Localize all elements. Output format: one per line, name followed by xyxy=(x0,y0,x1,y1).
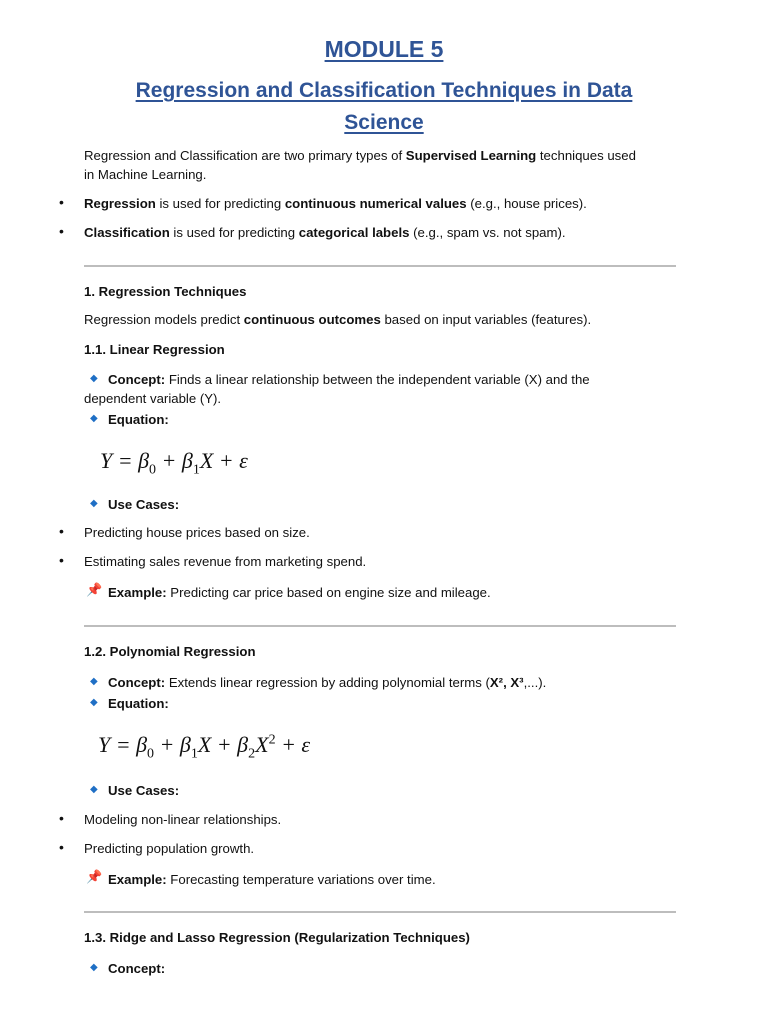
page-title-line1: Regression and Classification Techniques in Data xyxy=(135,79,633,102)
diamond-icon: ◆ xyxy=(90,373,98,384)
page-title-line2: Science xyxy=(344,111,424,134)
concept-text-end: ,...). xyxy=(523,675,547,690)
list-item: Predicting house prices based on size. xyxy=(84,525,310,540)
example-text: Predicting car price based on engine size and mileage. xyxy=(166,585,491,600)
section-desc xyxy=(84,310,591,329)
eq-sup: 2 xyxy=(268,732,276,748)
list-item-bold: continuous numerical values xyxy=(284,196,467,211)
list-item: Estimating sales revenue from marketing spend. xyxy=(84,554,367,569)
concept-line2: dependent variable (Y). xyxy=(84,391,222,406)
list-item-bold: Classification xyxy=(84,225,170,240)
subsection-heading-text: 1.3. Ridge and Lasso Regression (Regularization Techniques) xyxy=(84,930,470,945)
equation-label-text: Equation: xyxy=(108,696,169,711)
pushpin-icon: 📌 xyxy=(86,582,103,597)
page-title xyxy=(0,75,768,139)
concept-label: Concept: xyxy=(108,372,166,387)
example-line xyxy=(108,870,436,889)
subsection-heading xyxy=(84,642,256,661)
eq-sub: 0 xyxy=(149,462,157,478)
concept-text: Extends linear regression by adding polynomial terms ( xyxy=(165,675,490,690)
subsection-heading-text: 1.2. Polynomial Regression xyxy=(84,644,256,659)
equation-label-text: Equation: xyxy=(108,412,169,427)
concept-label xyxy=(108,959,165,978)
usecases-label xyxy=(108,781,179,800)
section-heading xyxy=(84,282,246,301)
bullet-icon xyxy=(59,523,64,539)
eq-part: + β xyxy=(156,448,193,473)
equation-label xyxy=(108,410,169,429)
section-heading-text: 1. Regression Techniques xyxy=(84,284,247,299)
diamond-icon: ◆ xyxy=(90,498,98,509)
desc-text-post: based on input variables (features). xyxy=(380,312,592,327)
bullet-icon xyxy=(59,194,64,210)
list-item-text: is used for predicting xyxy=(155,196,285,211)
eq-part: X + β xyxy=(197,732,249,757)
list-item xyxy=(84,194,587,213)
concept-line xyxy=(108,673,546,692)
concept-text: Finds a linear relationship between the independent variable (X) and the xyxy=(165,372,590,387)
example-line xyxy=(108,583,491,602)
intro-line2: in Machine Learning. xyxy=(84,167,207,182)
example-text: Forecasting temperature variations over time. xyxy=(166,872,436,887)
equation-polynomial xyxy=(98,732,310,762)
divider xyxy=(84,911,676,913)
concept-bold: X², X³ xyxy=(489,675,524,690)
example-label: Example: xyxy=(108,872,167,887)
eq-part: + β xyxy=(154,732,191,757)
diamond-icon: ◆ xyxy=(90,784,98,795)
bullet-icon xyxy=(59,839,64,855)
diamond-icon: ◆ xyxy=(90,697,98,708)
bullet-icon xyxy=(59,552,64,568)
intro-text-post: techniques used xyxy=(536,148,636,163)
eq-sub: 2 xyxy=(248,746,256,762)
equation-label xyxy=(108,694,169,713)
intro-bold: Supervised Learning xyxy=(405,148,537,163)
concept-label-text: Concept: xyxy=(108,961,166,976)
diamond-icon: ◆ xyxy=(90,676,98,687)
concept-label: Concept: xyxy=(108,675,166,690)
eq-sub: 0 xyxy=(147,746,155,762)
subsection-heading-text: 1.1. Linear Regression xyxy=(84,342,225,357)
eq-sub: 1 xyxy=(192,462,200,478)
usecases-label xyxy=(108,495,179,514)
list-item-bold: categorical labels xyxy=(298,225,410,240)
usecases-label-text: Use Cases: xyxy=(108,497,180,512)
intro-line1 xyxy=(84,146,636,165)
list-item-bold: Regression xyxy=(84,196,156,211)
eq-part: X xyxy=(255,732,269,757)
list-item-text: (e.g., spam vs. not spam). xyxy=(409,225,566,240)
eq-part: + ε xyxy=(275,732,311,757)
bullet-icon xyxy=(59,810,64,826)
desc-bold: continuous outcomes xyxy=(243,312,381,327)
list-item-text: is used for predicting xyxy=(169,225,299,240)
usecases-label-text: Use Cases: xyxy=(108,783,180,798)
divider xyxy=(84,265,676,267)
subsection-heading xyxy=(84,928,470,947)
intro-text: Regression and Classification are two primary types of xyxy=(84,148,406,163)
eq-part: Y = β xyxy=(100,448,150,473)
module-title: MODULE 5 xyxy=(324,36,444,62)
eq-sub: 1 xyxy=(190,746,198,762)
diamond-icon: ◆ xyxy=(90,413,98,424)
list-item xyxy=(84,223,566,242)
list-item-text: (e.g., house prices). xyxy=(466,196,587,211)
concept-line xyxy=(108,370,590,389)
pushpin-icon: 📌 xyxy=(86,869,103,884)
eq-part: Y = β xyxy=(98,732,148,757)
list-item: Modeling non-linear relationships. xyxy=(84,812,282,827)
example-label: Example: xyxy=(108,585,167,600)
diamond-icon: ◆ xyxy=(90,962,98,973)
equation-linear xyxy=(100,448,248,478)
divider xyxy=(84,625,676,627)
eq-part: X + ε xyxy=(199,448,248,473)
desc-text: Regression models predict xyxy=(84,312,244,327)
bullet-icon xyxy=(59,223,64,239)
subsection-heading xyxy=(84,340,225,359)
list-item: Predicting population growth. xyxy=(84,841,255,856)
